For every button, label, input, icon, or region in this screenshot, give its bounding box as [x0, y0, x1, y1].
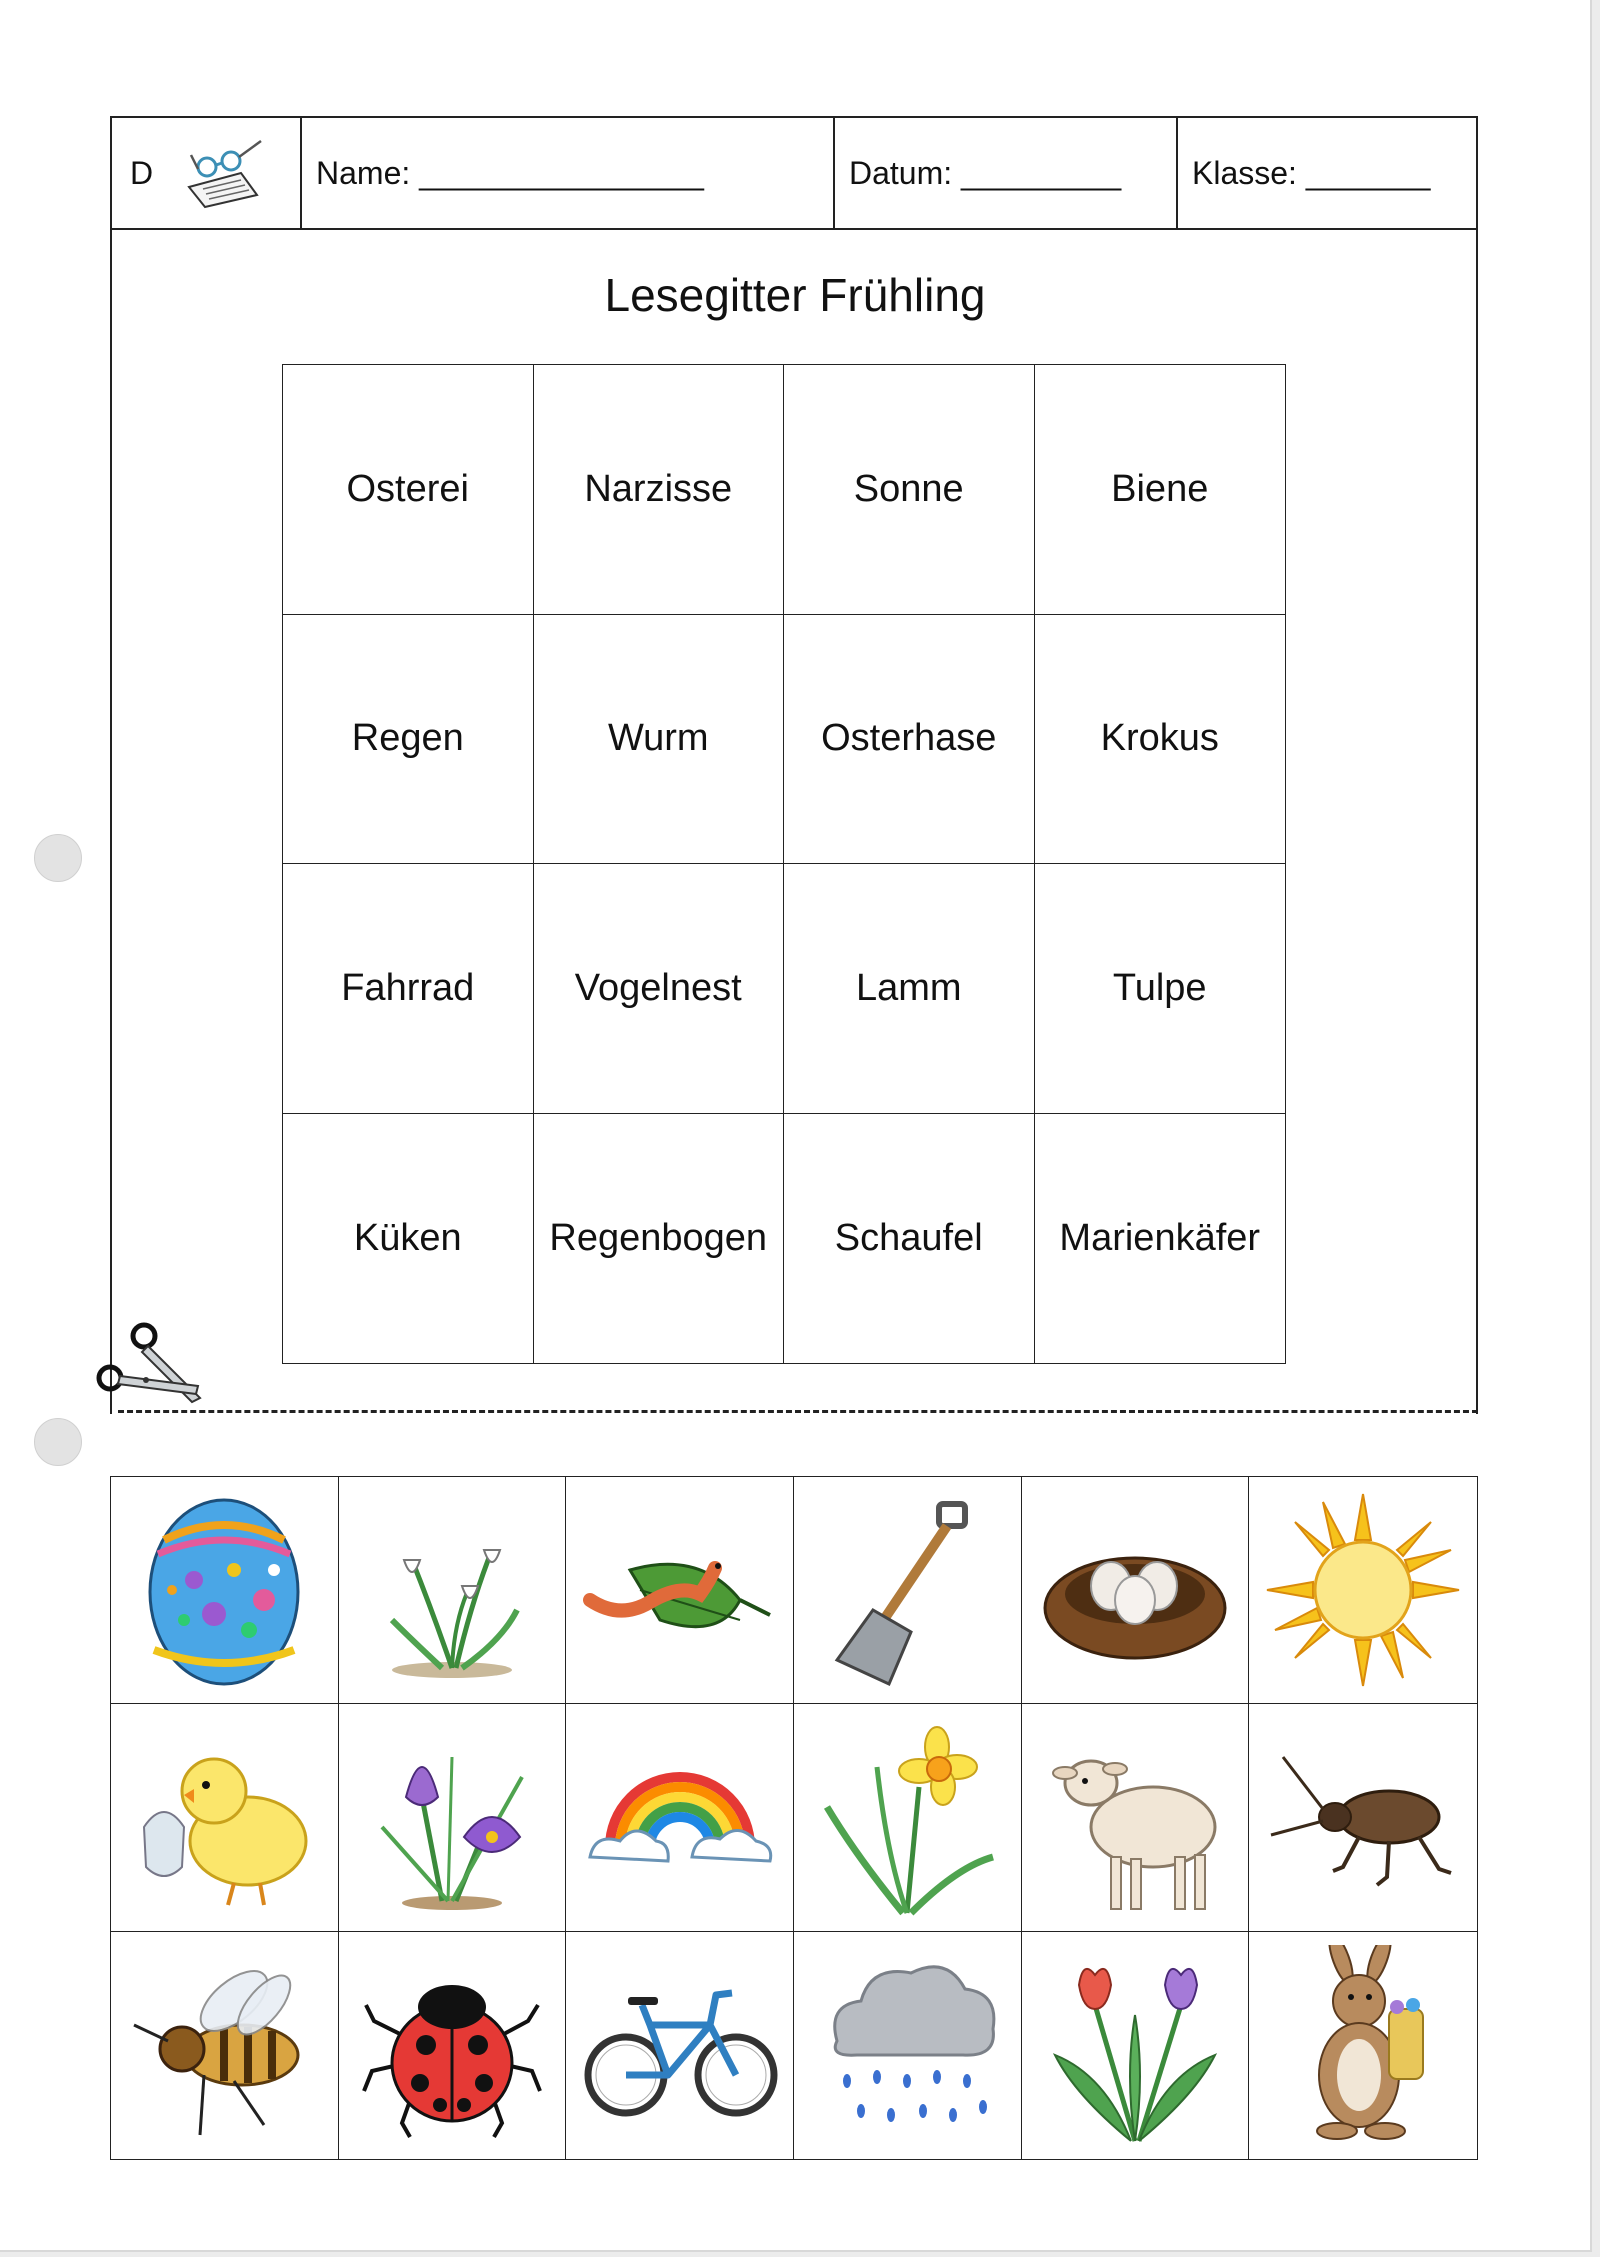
picture-cell: [1249, 1477, 1477, 1704]
crocus-icon: [352, 1717, 552, 1917]
word-cell: Wurm: [534, 615, 785, 865]
picture-cell: [111, 1477, 339, 1704]
picture-cell: [1022, 1704, 1250, 1931]
page-title: Lesegitter Frühling: [604, 269, 986, 321]
beetle-icon: [1263, 1717, 1463, 1917]
sun-icon: [1263, 1490, 1463, 1690]
class-cell[interactable]: [1178, 118, 1476, 228]
word-cell: Krokus: [1035, 615, 1286, 865]
name-cell[interactable]: [302, 118, 835, 228]
shovel-icon: [807, 1490, 1007, 1690]
picture-cell: [1249, 1932, 1477, 2159]
picture-cell: [111, 1932, 339, 2159]
word-cell: Biene: [1035, 365, 1286, 615]
rainbow-icon: [580, 1717, 780, 1917]
snowdrop-icon: [352, 1490, 552, 1690]
date-field[interactable]: Datum: _________: [849, 154, 1122, 191]
easter-bunny-icon: [1263, 1945, 1463, 2145]
picture-grid: [110, 1476, 1478, 2160]
bird-nest-icon: [1035, 1490, 1235, 1690]
picture-cell: [1022, 1477, 1250, 1704]
picture-cell: [1249, 1704, 1477, 1931]
punch-hole-top: [34, 834, 82, 882]
rain-cloud-icon: [807, 1945, 1007, 2145]
word-cell: Osterhase: [784, 615, 1035, 865]
word-cell: Fahrrad: [283, 864, 534, 1114]
picture-cell: [566, 1477, 794, 1704]
subject-cell: [112, 118, 302, 228]
punch-hole-bottom: [34, 1418, 82, 1466]
word-cell: Schaufel: [784, 1114, 1035, 1364]
picture-cell: [566, 1932, 794, 2159]
scissors-icon: [96, 1320, 206, 1410]
picture-cell: [1022, 1932, 1250, 2159]
picture-cell: [339, 1477, 567, 1704]
lamb-icon: [1035, 1717, 1235, 1917]
word-cell: Marienkäfer: [1059, 1216, 1261, 1259]
picture-cell: [794, 1477, 1022, 1704]
picture-cell: [111, 1704, 339, 1931]
picture-cell: [339, 1704, 567, 1931]
chick-icon: [124, 1717, 324, 1917]
word-cell: Osterei: [283, 365, 534, 615]
date-cell[interactable]: [835, 118, 1178, 228]
subject-label: D: [130, 154, 154, 191]
word-cell: Vogelnest: [534, 864, 785, 1114]
word-cell: Tulpe: [1035, 864, 1286, 1114]
word-cell: Sonne: [784, 365, 1035, 615]
ladybug-icon: [352, 1945, 552, 2145]
class-field[interactable]: Klasse: _______: [1192, 154, 1431, 191]
bee-icon: [124, 1945, 324, 2145]
worksheet-header: [110, 116, 1478, 230]
picture-cell: [566, 1704, 794, 1931]
word-cell: Küken: [283, 1114, 534, 1364]
word-cell: Regenbogen: [534, 1114, 785, 1364]
cut-line: [118, 1410, 1478, 1413]
picture-cell: [339, 1932, 567, 2159]
bicycle-icon: [580, 1945, 780, 2145]
daffodil-icon: [807, 1717, 1007, 1917]
picture-cell: [794, 1932, 1022, 2159]
word-cell: Narzisse: [534, 365, 785, 615]
word-cell: Lamm: [784, 864, 1035, 1114]
glasses-book-icon: [181, 137, 271, 209]
name-field[interactable]: Name: ________________: [316, 154, 704, 191]
word-grid: [282, 364, 1286, 1364]
easter-egg-icon: [124, 1490, 324, 1690]
picture-cell: [794, 1704, 1022, 1931]
word-cell: Regen: [283, 615, 534, 865]
tulip-icon: [1035, 1945, 1235, 2145]
worm-icon: [580, 1490, 780, 1690]
